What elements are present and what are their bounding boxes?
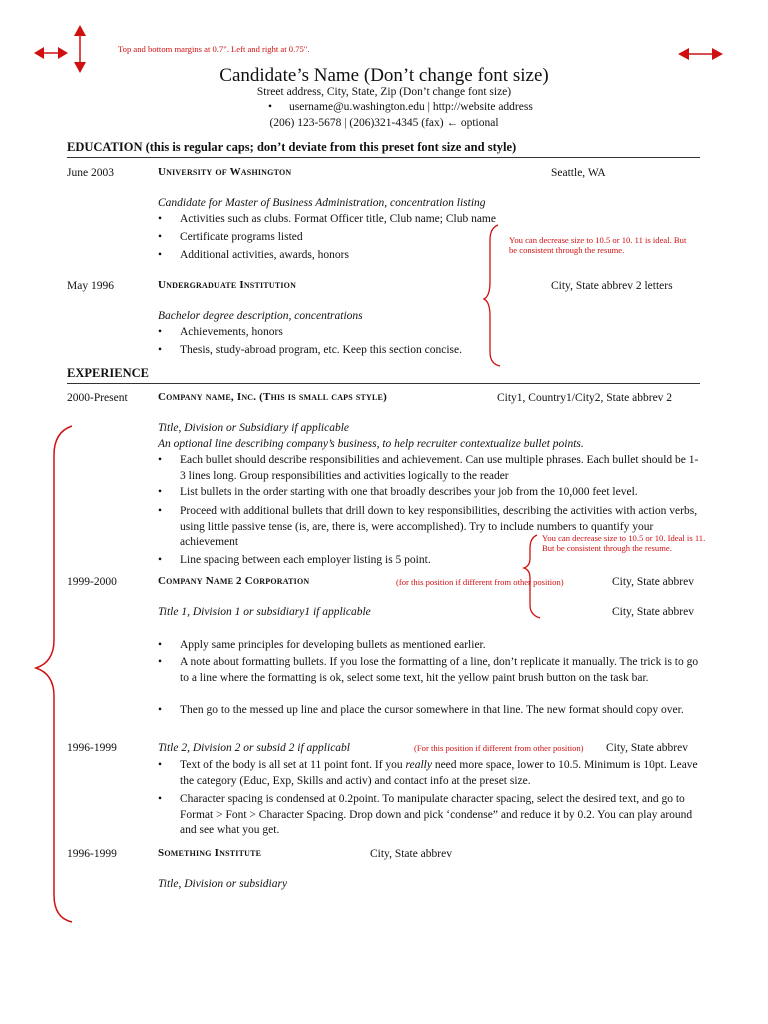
list-item: • List bullets in the order starting with one that broadly describes your job from the 10,000 feet level. (158, 486, 638, 498)
list-item: • Text of the body is all set at 11 point font. If you really need more space, lower to 10.5. Minimum is 10pt. Leave the category (Educ, Exp, Skills and activ) and contact info at the preset size. (158, 759, 698, 787)
exp-location: City, State abbrev (612, 576, 694, 588)
list-item: • Each bullet should describe responsibilities and achievement. Can use multiple phrases. Each bullet should be 1-3 lines long. Group responsibilities and activities logically to the reader (158, 454, 699, 482)
education-size-note: You can decrease size to 10.5 or 10. 11 is ideal. But be consistent through the resume. (509, 235, 687, 255)
list-item: • A note about formatting bullets. If you lose the formatting of a line, don’t replicate it manually. The trick is to go to a line where the formatting is ok, select some text, hit the yellow paint brush button on the task bar. (158, 656, 699, 684)
header-bullet: • (268, 101, 273, 113)
exp-date: 2000-Present (67, 392, 128, 404)
exp-location: City, State abbrev (370, 848, 452, 860)
candidate-name: Candidate’s Name (Don’t change font size) (219, 65, 549, 86)
list-item: • Then go to the messed up line and place the cursor somewhere in that line. The new format should copy over. (158, 704, 684, 716)
edu-location: City, State abbrev 2 letters (551, 280, 673, 292)
exp-date: 1996-1999 (67, 742, 117, 754)
exp-date: 1996-1999 (67, 848, 117, 860)
education-rule (67, 157, 700, 158)
exp-location: City1, Country1/City2, State abbrev 2 (497, 392, 673, 404)
edu-description: Candidate for Master of Business Administration, concentration listing (158, 197, 486, 209)
experience-heading: EXPERIENCE (67, 366, 149, 380)
street-address: Street address, City, State, Zip (Don’t change font size) (256, 86, 512, 98)
edu-description: Bachelor degree description, concentrations (158, 310, 363, 322)
list-item: • Additional activities, awards, honors (158, 249, 349, 261)
left-right-arrow-icon (34, 47, 68, 59)
exp-title: Title, Division or Subsidiary if applicable (158, 422, 350, 434)
list-item: • Proceed with additional bullets that drill down to key responsibilities, describing the activities with action verbs, using little passive tense (is, are, there is, were accomplished). Try to include numbers to quantify your achievement (158, 505, 698, 549)
position-note: (for this position if different from other position) (396, 577, 564, 587)
experience-size-note: You can decrease size to 10.5 or 10. Ideal is 11. But be consistent through the resume. (542, 533, 706, 553)
exp-date: 1999-2000 (67, 576, 117, 588)
edu-date: June 2003 (67, 167, 114, 179)
edu-location: Seattle, WA (551, 167, 606, 179)
exp-company: Company name, Inc. (This is small caps style) (158, 391, 387, 403)
exp-location: City, State abbrev (606, 742, 688, 754)
list-item: • Activities such as clubs. Format Officer title, Club name; Club name (158, 213, 496, 225)
exp-company: Something Institute (158, 847, 262, 859)
left-right-arrow-icon (678, 48, 723, 60)
exp-title: Title 1, Division 1 or subsidiary1 if applicable (158, 606, 371, 618)
exp-title: Title 2, Division 2 or subsid 2 if applicabl (158, 742, 350, 754)
edu-school: Undergraduate Institution (158, 279, 297, 291)
list-item: • Line spacing between each employer listing is 5 point. (158, 554, 431, 566)
list-item: • Character spacing is condensed at 0.2point. To manipulate character spacing, select the desired text, and go to Format > Font > Character Spacing. Drop down and pick ‘condense” and reduce it by 0.2. You can play around and see what you get. (158, 793, 693, 837)
experience-rule (67, 383, 700, 384)
exp-title-location: City, State abbrev (612, 606, 694, 618)
email-website[interactable]: username@u.washington.edu | http://website address (289, 101, 533, 113)
edu-date: May 1996 (67, 280, 114, 292)
education-heading: EDUCATION (this is regular caps; don’t deviate from this preset font size and style) (67, 140, 517, 154)
list-item: • Certificate programs listed (158, 231, 303, 243)
exp-description: An optional line describing company’s business, to help recruiter contextualize bullet points. (158, 438, 584, 450)
list-item: • Apply same principles for developing bullets as mentioned earlier. (158, 639, 486, 651)
margin-note: Top and bottom margins at 0.7". Left and right at 0.75". (118, 44, 310, 54)
position-note: (For this position if different from other position) (414, 743, 584, 753)
edu-school: University of Washington (158, 166, 292, 178)
phone-numbers: (206) 123-5678 | (206)321-4345 (fax) ← optional (269, 117, 499, 129)
list-item: • Achievements, honors (158, 326, 283, 338)
list-item: • Thesis, study-abroad program, etc. Keep this section concise. (158, 344, 462, 356)
exp-title: Title, Division or subsidiary (158, 878, 288, 890)
exp-company: Company Name 2 Corporation (158, 575, 310, 587)
